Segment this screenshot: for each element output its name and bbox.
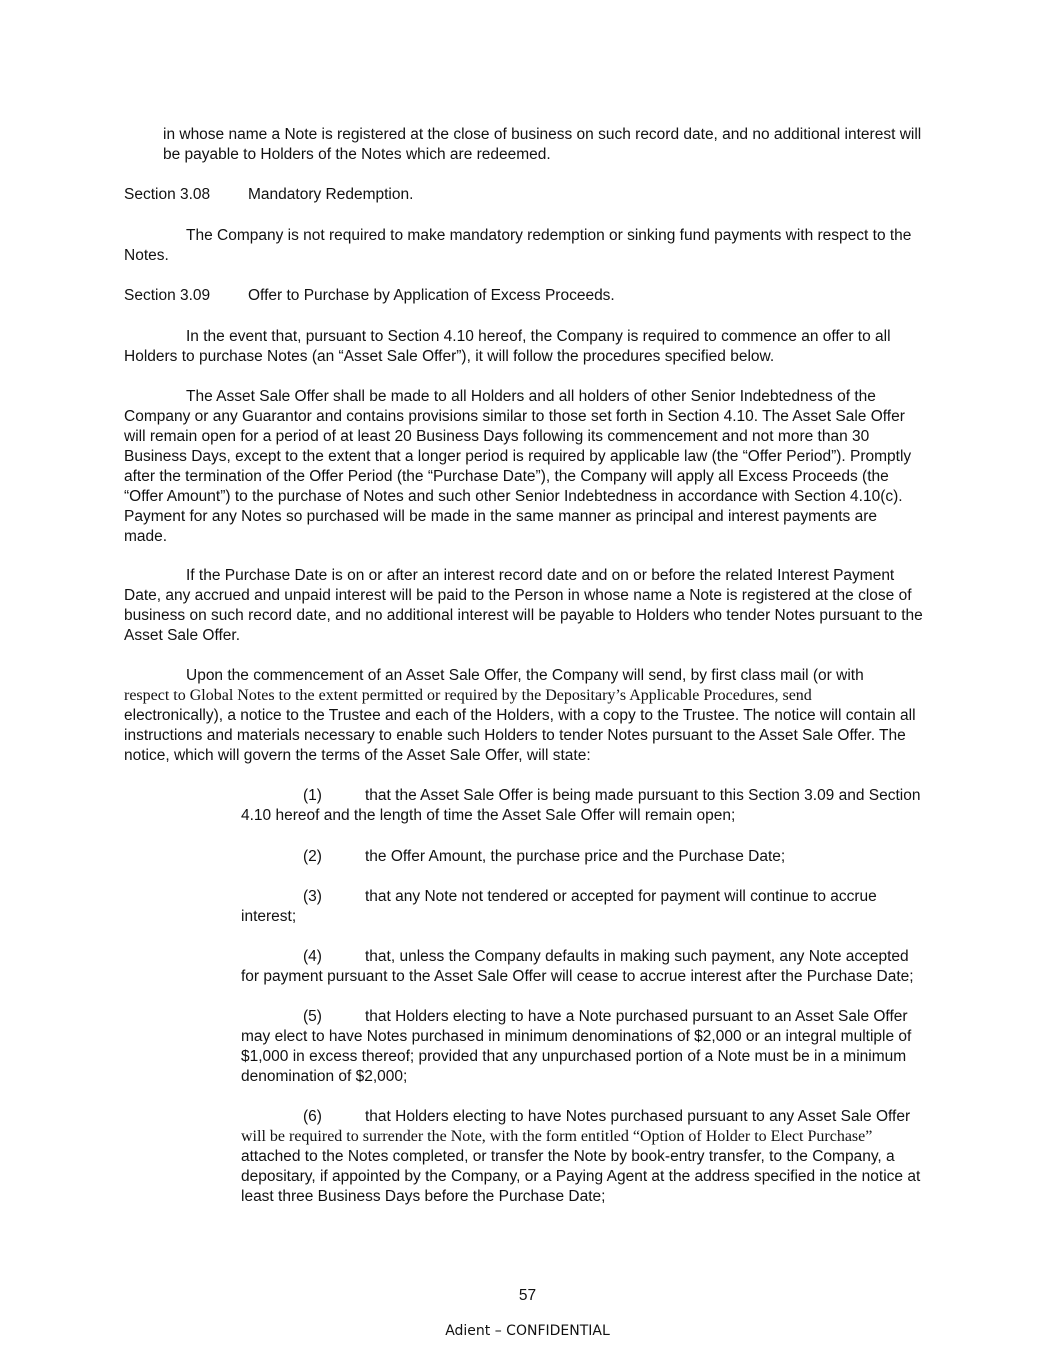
- section-title: Mandatory Redemption.: [248, 186, 414, 203]
- item-number: (3): [303, 888, 322, 905]
- item-6-line-3: attached to the Notes completed, or transfer the Note by book-entry transfer, to the Company, a depositary, if appointed by the Company, or a Paying Agent at the address specified in the notice at least three Business Days before the Purchase Date;: [241, 1148, 921, 1205]
- event-paragraph: In the event that, pursuant to Section 4.10 hereof, the Company is required to commence an offer to all Holders to purchase Notes (an “Asset Sale Offer”), it will follow the procedures specified below.: [124, 328, 891, 365]
- section-number: Section 3.08: [124, 186, 211, 203]
- list-item-4: [241, 947, 921, 987]
- confidential-footer: Adient – CONFIDENTIAL: [445, 1323, 610, 1339]
- item-number: (6): [303, 1108, 322, 1125]
- continuation-paragraph: in whose name a Note is registered at the close of business on such record date, and no additional interest will be payable to Holders of the Notes which are redeemed.: [163, 126, 922, 163]
- item-text: that Holders electing to have Notes purchased pursuant to any Asset Sale Offer: [365, 1108, 911, 1125]
- item-text: that any Note not tendered or accepted for payment will continue to accrue interest;: [241, 888, 877, 925]
- item-text: the Offer Amount, the purchase price and the Purchase Date;: [365, 848, 786, 865]
- notice-line-1: Upon the commencement of an Asset Sale Offer, the Company will send, by first class mail (or with: [186, 667, 864, 684]
- notice-paragraph: [124, 666, 934, 766]
- mandatory-redemption-paragraph: The Company is not required to make mandatory redemption or sinking fund payments with respect to the Notes.: [124, 227, 912, 264]
- item-6-line-1: [241, 1107, 931, 1127]
- item-number: (4): [303, 948, 322, 965]
- notice-line-2: respect to Global Notes to the extent permitted or required by the Depositary’s Applicable Procedures, send: [124, 687, 812, 704]
- item-text: that, unless the Company defaults in making such payment, any Note accepted for payment pursuant to the Asset Sale Offer will cease to accrue interest after the Purchase Date;: [241, 948, 914, 985]
- item-6-line-2: will be required to surrender the Note, with the form entitled “Option of Holder to Elect Purchase”: [241, 1128, 873, 1145]
- list-item-3: [241, 887, 901, 927]
- item-text: that Holders electing to have a Note purchased pursuant to an Asset Sale Offer may elect to have Notes purchased in minimum denominations of $2,000 or an integral multiple of $1,000 in excess thereof; provided that any unpurchased portion of a Note must be in a minimum denomination of $2,000;: [241, 1008, 912, 1085]
- notice-line-3: electronically), a notice to the Trustee and each of the Holders, with a copy to the Trustee. The notice will contain all instructions and materials necessary to enable such Holders to tender Notes pursuant to the Asset Sale Offer. The notice, which will govern the terms of the Asset Sale Offer, will state:: [124, 707, 916, 764]
- item-text: that the Asset Sale Offer is being made pursuant to this Section 3.09 and Section 4.10 hereof and the length of time the Asset Sale Offer will remain open;: [241, 787, 921, 824]
- item-number: (1): [303, 787, 322, 804]
- list-item-1: [241, 786, 931, 826]
- purchase-date-paragraph: If the Purchase Date is on or after an interest record date and on or before the related Interest Payment Date, any accrued and unpaid interest will be paid to the Person in whose name a Note is registered at the close of business on such record date, and no additional interest will be payable to Holders who tender Notes pursuant to the Asset Sale Offer.: [124, 567, 923, 644]
- item-number: (2): [303, 848, 322, 865]
- item-number: (5): [303, 1008, 322, 1025]
- list-item-5: [241, 1007, 926, 1087]
- section-number: Section 3.09: [124, 287, 211, 304]
- section-heading-3-09: [124, 286, 615, 306]
- page-number: 57: [518, 1287, 537, 1304]
- section-title: Offer to Purchase by Application of Excess Proceeds.: [248, 287, 615, 304]
- list-item-2: [241, 847, 931, 867]
- section-heading-3-08: [124, 185, 413, 205]
- asset-sale-offer-paragraph: The Asset Sale Offer shall be made to all Holders and all holders of other Senior Indebtedness of the Company or any Guarantor and contains provisions similar to those set forth in Section 4.10. The Asset Sale Offer will remain open for a period of at least 20 Business Days following its commencement and not more than 30 Business Days, except to the extent that a longer period is required by applicable law (the “Offer Period”). Promptly after the termination of the Offer Period (the “Purchase Date”), the Company will apply all Excess Proceeds (the “Offer Amount”) to the purchase of Notes and such other Senior Indebtedness in accordance with Section 4.10(c). Payment for any Notes so purchased will be made in the same manner as principal and interest payments are made.: [124, 388, 912, 545]
- list-item-6: [241, 1107, 931, 1207]
